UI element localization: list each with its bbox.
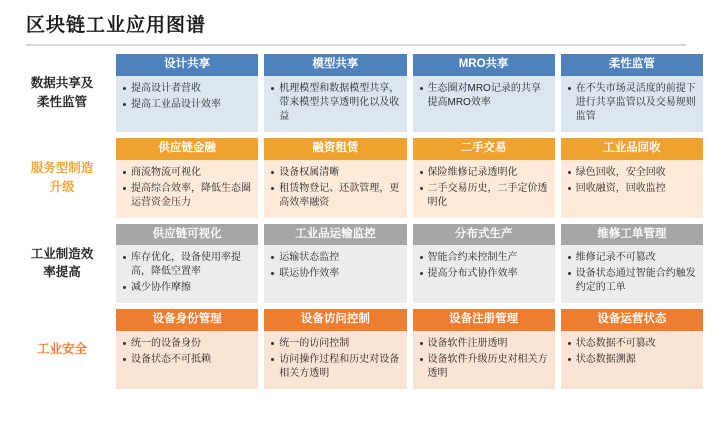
card-title: 分布式生产 [413,224,555,246]
matrix-card[interactable] [561,54,703,132]
list-item: 状态数据溯源 [567,353,697,367]
list-item: 维修记录不可篡改 [567,251,697,265]
title-divider [26,44,686,46]
card-title: 工业品运输监控 [264,224,406,246]
card-title: MRO共享 [413,54,555,76]
row-label: 工业制造效 率提高 [30,246,94,280]
card-body [561,76,703,132]
row-cards [116,54,713,132]
card-title: 维修工单管理 [561,224,703,246]
card-body [116,245,258,303]
matrix-card[interactable] [264,224,406,304]
row-label: 工业安全 [36,341,87,356]
list-item: 二手交易历史，二手定价透明化 [419,182,549,210]
row-cards [116,138,713,218]
card-title: 设备身份管理 [116,309,258,331]
list-item: 机理模型和数据模型共享，带来模型共享透明化以及收益 [270,82,400,124]
card-body [264,160,406,218]
card-body [561,245,703,303]
card-title: 融资租赁 [264,138,406,160]
list-item: 状态数据不可篡改 [567,337,697,351]
list-item: 绿色回收，安全回收 [567,166,697,180]
card-body [561,331,703,389]
card-body [561,160,703,218]
card-body [413,245,555,303]
matrix-grid [0,54,713,389]
matrix-card[interactable] [264,54,406,132]
page-title: 区块链工业应用图谱 [26,15,207,36]
list-item: 运输状态监控 [270,251,400,265]
card-title: 二手交易 [413,138,555,160]
list-item: 提高工业品设计效率 [122,98,252,112]
card-body [116,331,258,389]
matrix-card[interactable] [561,138,703,218]
matrix-card[interactable] [264,309,406,389]
card-title: 柔性监管 [561,54,703,76]
row-label: 数据共享及 柔性监管 [30,76,94,109]
list-item: 统一的访问控制 [270,337,400,351]
list-item: 设备状态不可抵赖 [122,353,252,367]
card-body [264,76,406,132]
page-title-wrap [0,0,713,40]
matrix-card[interactable] [561,224,703,304]
list-item: 商流物流可视化 [122,166,252,180]
matrix-card[interactable] [116,138,258,218]
matrix-row [8,224,713,304]
matrix-card[interactable] [264,138,406,218]
card-title: 供应链金融 [116,138,258,160]
card-title: 供应链可视化 [116,224,258,246]
card-body [116,76,258,132]
list-item: 联运协作效率 [270,267,400,281]
matrix-card[interactable] [116,224,258,304]
list-item: 在不失市场灵活度的前提下进行共享监管以及交易规则监管 [567,82,697,124]
list-item: 保险维修记录透明化 [419,166,549,180]
list-item: 生态圈对MRO记录的共享提高MRO效率 [419,82,549,110]
list-item: 提高分布式协作效率 [419,267,549,281]
list-item: 减少协作摩擦 [122,281,252,295]
list-item: 租赁物登记、还款管理，更高效率融资 [270,182,400,210]
matrix-row [8,309,713,389]
card-body [413,160,555,218]
matrix-card[interactable] [561,309,703,389]
card-title: 设备注册管理 [413,309,555,331]
list-item: 设备软件升级历史对相关方透明 [419,353,549,381]
row-cards [116,224,713,304]
matrix-row [8,54,713,132]
list-item: 设备状态通过智能合约触发约定的工单 [567,267,697,295]
matrix-card[interactable] [413,54,555,132]
card-title: 设备运营状态 [561,309,703,331]
matrix-card[interactable] [116,54,258,132]
matrix-card[interactable] [413,138,555,218]
matrix-card[interactable] [413,309,555,389]
matrix-card[interactable] [116,309,258,389]
row-label: 服务型制造 升级 [30,160,94,194]
card-body [264,245,406,303]
matrix-card[interactable] [413,224,555,304]
list-item: 提高设计者营收 [122,82,252,96]
card-title: 工业品回收 [561,138,703,160]
card-body [116,160,258,218]
list-item: 库存优化，设备使用率提高，降低空置率 [122,251,252,279]
list-item: 提高综合效率，降低生态圈运营资金压力 [122,182,252,210]
matrix-row [8,138,713,218]
list-item: 访问操作过程和历史对设备相关方透明 [270,353,400,381]
list-item: 设备软件注册透明 [419,337,549,351]
card-title: 模型共享 [264,54,406,76]
card-title: 设备访问控制 [264,309,406,331]
list-item: 智能合约来控制生产 [419,251,549,265]
card-title: 设计共享 [116,54,258,76]
card-body [413,76,555,132]
card-body [264,331,406,389]
list-item: 统一的设备身份 [122,337,252,351]
card-body [413,331,555,389]
list-item: 回收融资，回收监控 [567,182,697,196]
row-cards [116,309,713,389]
list-item: 设备权属清晰 [270,166,400,180]
